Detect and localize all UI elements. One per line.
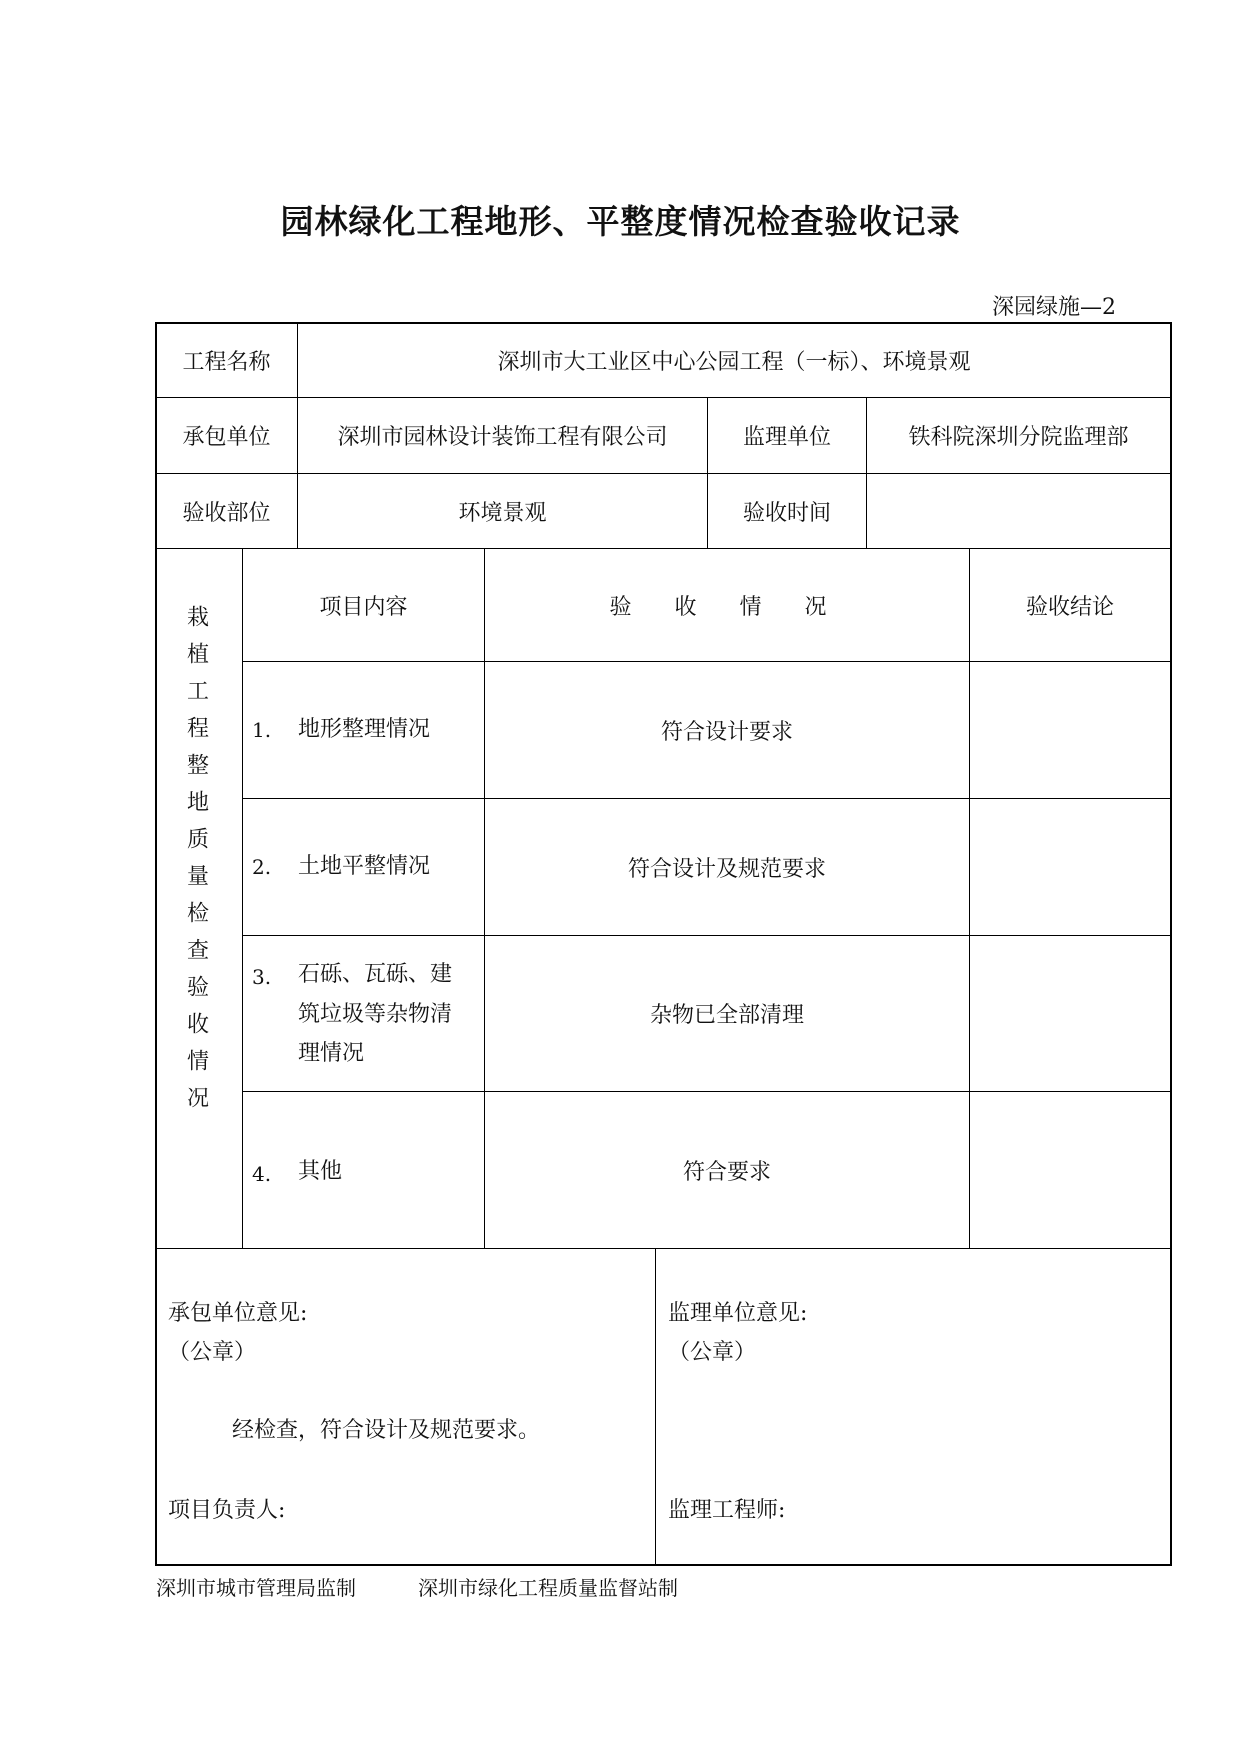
item-result: 符合要求: [682, 1159, 771, 1185]
header-inspection-result: 验 收 情 况: [609, 594, 845, 620]
item-content: 土地平整情况: [298, 854, 431, 879]
column-divider: [655, 1248, 656, 1565]
item-conclusion: [970, 662, 1170, 798]
form-code: 深园绿施—2: [992, 295, 1116, 320]
item-result: 杂物已全部清理: [649, 1003, 804, 1028]
item-content: 地形整理情况: [298, 717, 431, 742]
item-conclusion: [970, 936, 1170, 1091]
item-result: 符合设计及规范要求: [627, 856, 826, 882]
item-content-line: 石砾、瓦砾、建: [298, 962, 453, 987]
supervisor-value: 铁科院深圳分院监理部: [908, 425, 1129, 450]
contractor-opinion-text: 经检查，符合设计及规范要求。: [232, 1418, 541, 1443]
table-bottom-border: [156, 1564, 1172, 1566]
table-right-border: [1170, 322, 1172, 1566]
inspection-time-value: [867, 474, 1170, 548]
inspection-part-value: 环境景观: [458, 500, 547, 526]
footer-right: 深圳市绿化工程质量监督站制: [418, 1576, 678, 1600]
item-number: 1.: [252, 718, 272, 742]
supervisor-label: 监理单位: [742, 425, 831, 450]
document-title: 园林绿化工程地形、平整度情况检查验收记录: [280, 202, 961, 241]
supervisor-seal: （公章）: [668, 1340, 757, 1365]
item-conclusion: [970, 799, 1170, 935]
supervisor-person-label: 监理工程师:: [668, 1498, 786, 1523]
item-number: 3.: [252, 965, 272, 989]
item-content-line: 理情况: [298, 1041, 365, 1066]
inspection-part-label: 验收部位: [182, 500, 271, 526]
item-number: 4.: [252, 1162, 272, 1186]
project-name-value: 深圳市大工业区中心公园工程（一标）、环境景观: [497, 349, 971, 375]
item-result: 符合设计要求: [660, 719, 793, 745]
header-item-content: 项目内容: [319, 594, 408, 620]
item-content: 其他: [298, 1159, 343, 1184]
item-content-line: 筑垃圾等杂物清: [298, 1002, 453, 1027]
project-name-label: 工程名称: [182, 349, 271, 375]
item-conclusion: [970, 1092, 1170, 1248]
contractor-value: 深圳市园林设计装饰工程有限公司: [337, 425, 668, 450]
section-vertical-label: [156, 554, 236, 1174]
header-conclusion: 验收结论: [1025, 594, 1114, 620]
contractor-seal: （公章）: [168, 1340, 257, 1365]
contractor-opinion-label: 承包单位意见:: [168, 1301, 308, 1326]
contractor-person-label: 项目负责人:: [168, 1498, 286, 1523]
footer-left: 深圳市城市管理局监制: [156, 1576, 356, 1600]
inspection-time-label: 验收时间: [742, 500, 831, 526]
section-vertical-label-text: 栽植工程整地质量检查验收情况: [183, 605, 209, 1123]
item-number: 2.: [252, 855, 272, 879]
supervisor-opinion-label: 监理单位意见:: [668, 1301, 808, 1326]
row-divider: [156, 1248, 1172, 1249]
contractor-label: 承包单位: [182, 425, 271, 450]
